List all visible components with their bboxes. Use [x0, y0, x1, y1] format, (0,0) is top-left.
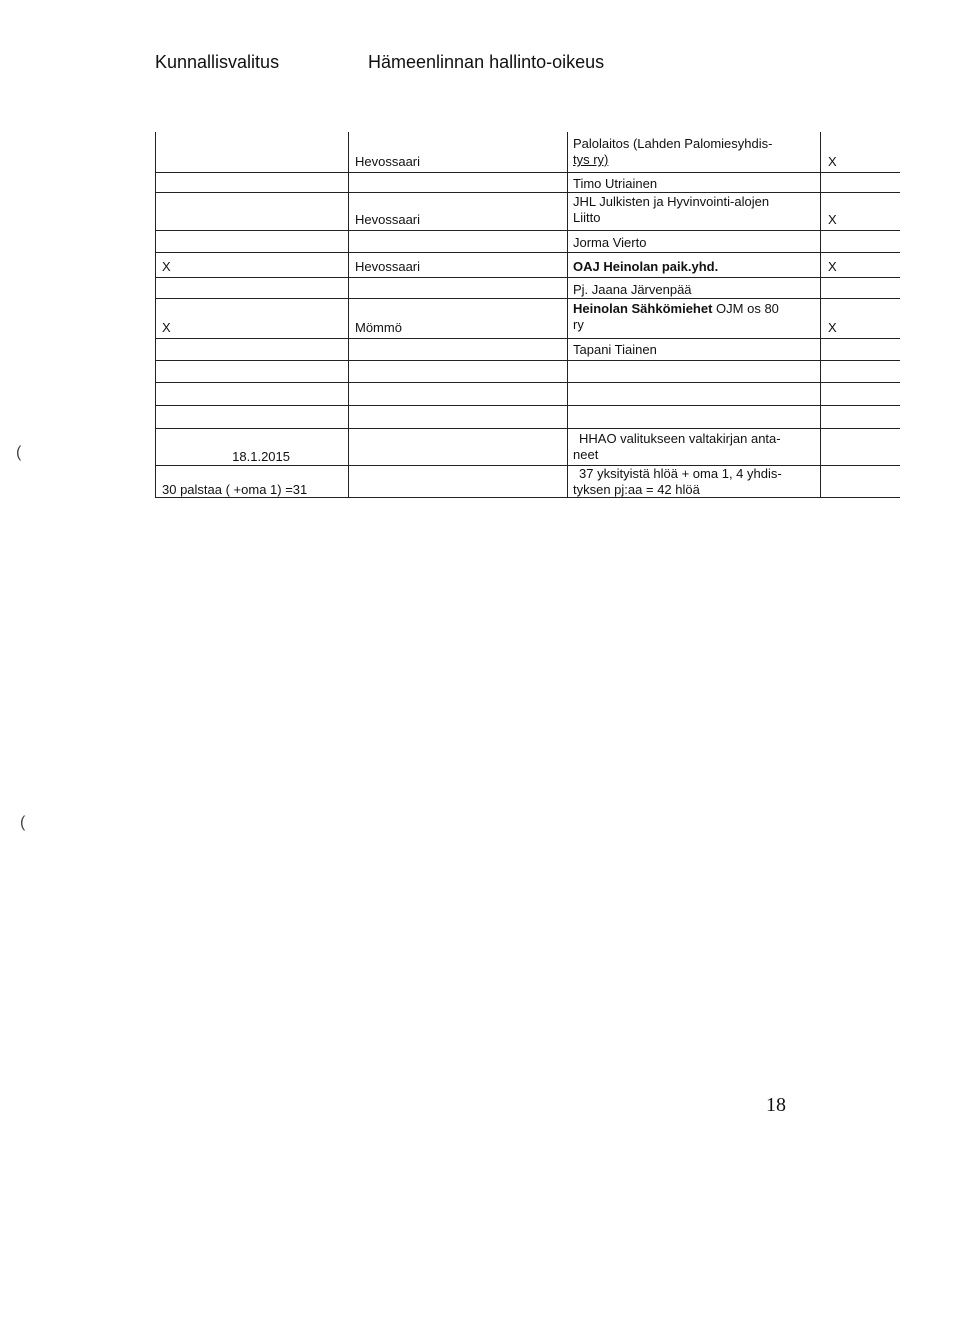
margin-mark: ( [16, 444, 22, 461]
header-left-title: Kunnallisvalitus [155, 52, 280, 72]
table-cell-location: Hevossaari [355, 154, 421, 169]
table-cell-location: Hevossaari [355, 212, 421, 227]
table-cell-organisation: OAJ Heinolan paik.yhd. [573, 259, 719, 274]
table-cell-person: Pj. Jaana Järvenpää [573, 282, 692, 297]
table-cell-person: Timo Utriainen [573, 176, 658, 191]
table-cell-person: Jorma Vierto [573, 235, 647, 250]
header-right-title: Hämeenlinnan hallinto-oikeus [368, 52, 605, 72]
table-cell-mark: X [162, 259, 171, 274]
table-cell-organisation: Palolaitos (Lahden Palomiesyhdis- tys ry) [573, 136, 773, 167]
table-cell-mark: X [828, 259, 837, 274]
table-cell-mark: X [162, 320, 171, 335]
table-cell-mark: X [828, 154, 837, 169]
table-cell-mark: X [828, 320, 837, 335]
table-cell-mark: X [828, 212, 837, 227]
table-cell-location: Hevossaari [355, 259, 421, 274]
summary-note-totals: 37 yksityistä hlöä + oma 1, 4 yhdis- tyksen pj:aa = 42 hlöä [573, 466, 782, 497]
table-cell-person: Tapani Tiainen [573, 342, 657, 357]
summary-date: 18.1.2015 [232, 449, 290, 464]
margin-mark: ( [20, 814, 26, 831]
summary-count: 30 palstaa ( +oma 1) =31 [162, 482, 308, 497]
table-cell-location: Mömmö [355, 320, 402, 335]
page-number: 18 [766, 1094, 786, 1116]
table-cell-organisation: Heinolan Sähkömiehet OJM os 80 ry [573, 301, 779, 332]
table-cell-organisation: JHL Julkisten ja Hyvinvointi-alojen Liitto [573, 194, 770, 225]
summary-note-authorisations: HHAO valitukseen valtakirjan anta- neet [573, 431, 781, 462]
